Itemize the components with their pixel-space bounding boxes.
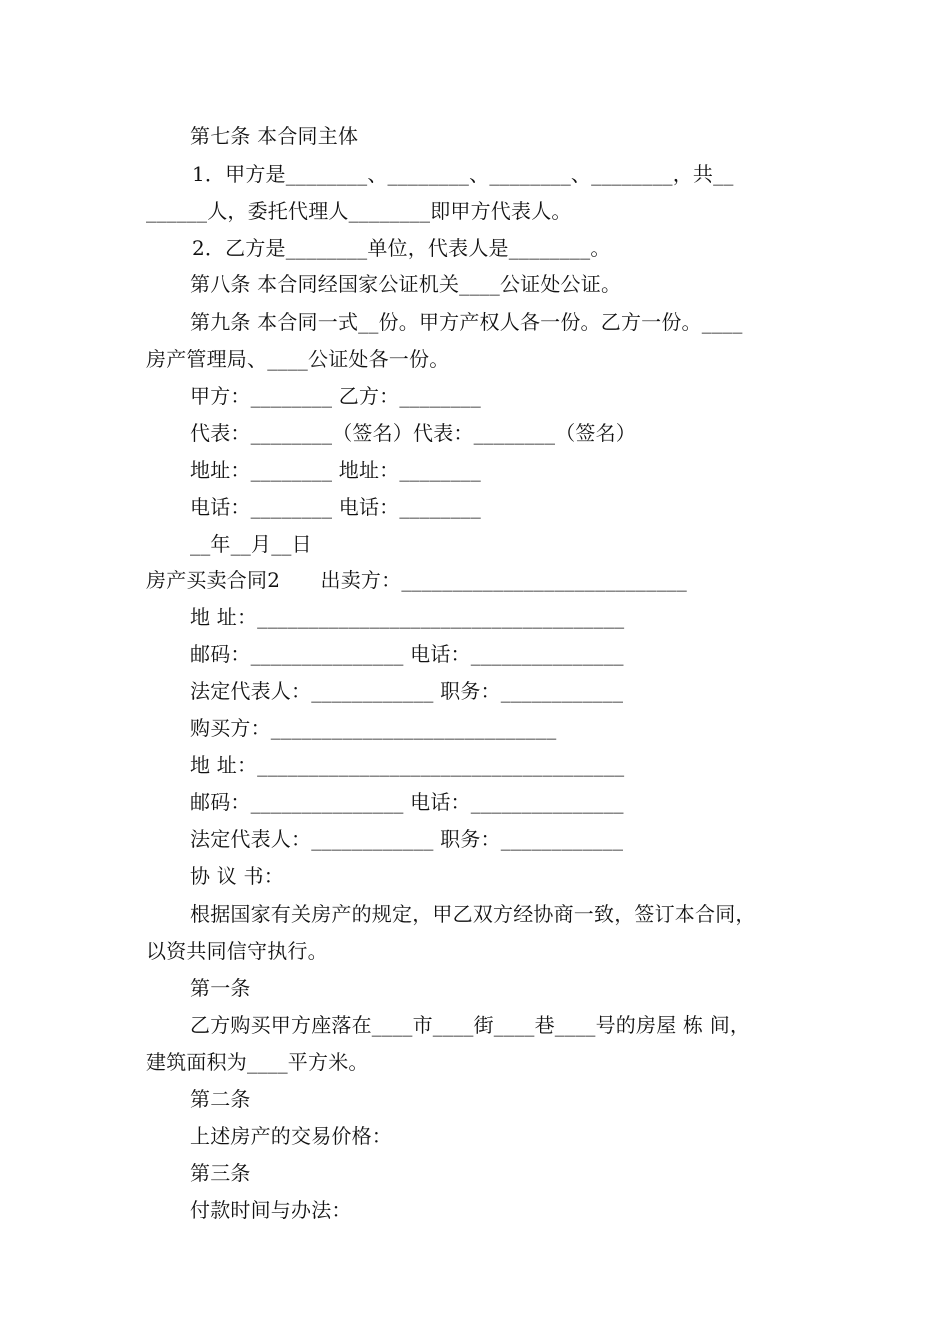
- preamble: 根据国家有关房产的规定，甲乙双方经协商一致，签订本合同，: [190, 902, 756, 926]
- article-7-clause-1: 1．甲方是________、________、________、________，共__: [192, 162, 734, 186]
- article-3-text: 付款时间与办法：: [190, 1198, 352, 1222]
- article-1-text-cont: 建筑面积为____平方米。: [146, 1050, 369, 1074]
- signature-phones: 电话：________ 电话：________: [190, 495, 481, 519]
- article-7-clause-1-cont: ______人，委托代理人________即甲方代表人。: [146, 199, 572, 223]
- signature-addresses: 地址：________ 地址：________: [190, 458, 481, 482]
- article-2-heading: 第二条: [190, 1087, 251, 1111]
- buyer-address: 地 址：____________________________________: [190, 753, 625, 777]
- contract-2-title-seller: 房产买卖合同2 出卖方：____________________________: [146, 568, 687, 592]
- article-7-heading: 第七条 本合同主体: [190, 124, 359, 148]
- article-1-heading: 第一条: [190, 976, 251, 1000]
- article-1-text: 乙方购买甲方座落在____市____街____巷____号的房屋 栋 间，: [190, 1013, 751, 1037]
- buyer: 购买方：____________________________: [190, 716, 557, 740]
- article-7-clause-2: 2．乙方是________单位，代表人是________。: [192, 236, 611, 260]
- agreement-heading: 协 议 书：: [190, 864, 284, 888]
- seller-postcode-phone: 邮码：_______________ 电话：_______________: [190, 642, 624, 666]
- signature-parties: 甲方：________ 乙方：________: [190, 384, 481, 408]
- buyer-postcode-phone: 邮码：_______________ 电话：_______________: [190, 790, 624, 814]
- buyer-legal-rep: 法定代表人：____________ 职务：____________: [190, 827, 624, 851]
- seller-legal-rep: 法定代表人：____________ 职务：____________: [190, 679, 624, 703]
- article-9: 第九条 本合同一式__份。甲方产权人各一份。乙方一份。____: [190, 310, 743, 334]
- signature-representatives: 代表：________（签名）代表：________（签名）: [190, 421, 636, 445]
- preamble-cont: 以资共同信守执行。: [146, 939, 328, 963]
- article-3-heading: 第三条: [190, 1161, 251, 1185]
- seller-address: 地 址：____________________________________: [190, 605, 625, 629]
- signature-date: __年__月__日: [190, 532, 312, 556]
- article-8: 第八条 本合同经国家公证机关____公证处公证。: [190, 272, 622, 296]
- article-9-cont: 房产管理局、____公证处各一份。: [146, 347, 450, 371]
- article-2-text: 上述房产的交易价格：: [190, 1124, 392, 1148]
